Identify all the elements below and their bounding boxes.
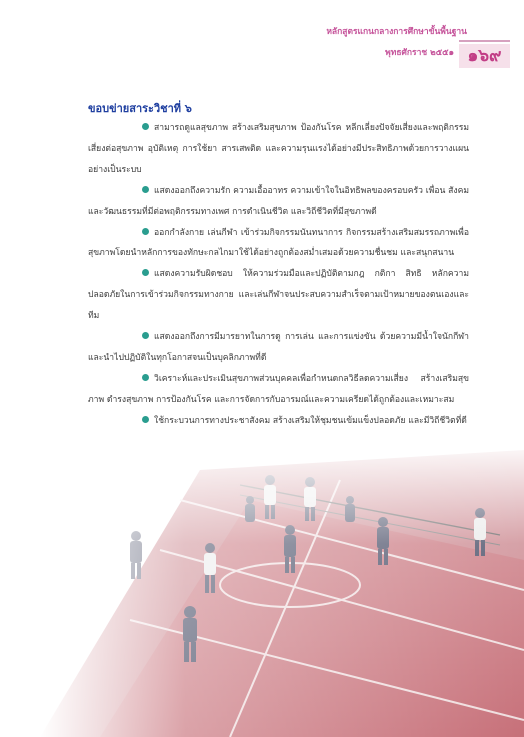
bullet-icon bbox=[142, 269, 149, 276]
bullet-icon bbox=[142, 186, 149, 193]
objective-text: แสดงออกถึงความรัก ความเอื้ออาทร ความเข้าใจในอิทธิพลของครอบครัว เพื่อน สังคม และวัฒนธรรมที่มีต่อพฤติกรรมทางเพศ การดำเนินชีวิต และวิถีชีวิตที่มีสุขภาพดี bbox=[88, 185, 469, 217]
court-photo bbox=[40, 440, 524, 737]
bullet-icon bbox=[142, 374, 149, 381]
objective-text: ออกกำลังกาย เล่นกีฬา เข้าร่วมกิจกรรมนันทนาการ กิจกรรมสร้างเสริมสมรรถภาพเพื่อสุขภาพโดยนำหลักการของทักษะกลไกมาใช้ได้อย่างถูกต้องสม่ำเสมอด้วยความชื่นชม และสนุกสนาน bbox=[88, 227, 469, 259]
bullet-icon bbox=[142, 416, 149, 423]
objective-paragraph bbox=[88, 181, 469, 223]
header-curriculum-title: หลักสูตรแกนกลางการศึกษาขั้นพื้นฐาน bbox=[326, 27, 467, 37]
bullet-icon bbox=[142, 228, 149, 235]
objective-text: แสดงออกถึงการมีมารยาทในการดู การเล่น และการแข่งขัน ด้วยความมีน้ำใจนักกีฬาและนำไปปฏิบัติในทุกโอกาสจนเป็นบุคลิกภาพที่ดี bbox=[88, 332, 469, 363]
objective-paragraph bbox=[88, 223, 469, 265]
objective-text: วิเคราะห์และประเมินสุขภาพส่วนบุคคลเพื่อกำหนดกลวิธีลดความเสี่ยง สร้างเสริมสุขภาพ ดำรงสุขภาพ การป้องกันโรค และการจัดการกับอารมณ์และความเครียดได้ถูกต้องและเหมาะสม bbox=[88, 373, 469, 405]
page-number: ๑๖๙ bbox=[459, 44, 510, 68]
bullet-icon bbox=[142, 332, 149, 339]
header-year: พุทธศักราช ๒๕๕๑ bbox=[385, 48, 454, 58]
header-rule bbox=[459, 40, 510, 42]
objective-text: ใช้กระบวนการทางประชาสังคม สร้างเสริมให้ชุมชนเข้มแข็งปลอดภัย และมีวิถีชีวิตที่ดี bbox=[154, 415, 467, 426]
objective-paragraph bbox=[88, 118, 469, 181]
section-body bbox=[88, 118, 469, 432]
objective-paragraph bbox=[88, 327, 469, 369]
section-title: ขอบข่ายสาระวิชาที่ ๖ bbox=[88, 102, 192, 115]
bullet-icon bbox=[142, 123, 149, 130]
objective-text: แสดงความรับผิดชอบ ให้ความร่วมมือและปฏิบัติตามกฎ กติกา สิทธิ หลักความปลอดภัยในการเข้าร่วมกิจกรรมทางกาย และเล่นกีฬาจนประสบความสำเร็จตามเป้าหมายของตนเองและทีม bbox=[88, 269, 469, 322]
objective-text: สามารถดูแลสุขภาพ สร้างเสริมสุขภาพ ป้องกันโรค หลีกเลี่ยงปัจจัยเสี่ยงและพฤติกรรมเสี่ยงต่อสุขภาพ อุบัติเหตุ การใช้ยา สารเสพติด และความรุนแรงได้อย่างมีประสิทธิภาพด้วยการวางแผนอย่างเป็นระบบ bbox=[88, 123, 469, 175]
objective-paragraph bbox=[88, 411, 469, 432]
objective-paragraph bbox=[88, 369, 469, 411]
objective-paragraph bbox=[88, 264, 469, 327]
